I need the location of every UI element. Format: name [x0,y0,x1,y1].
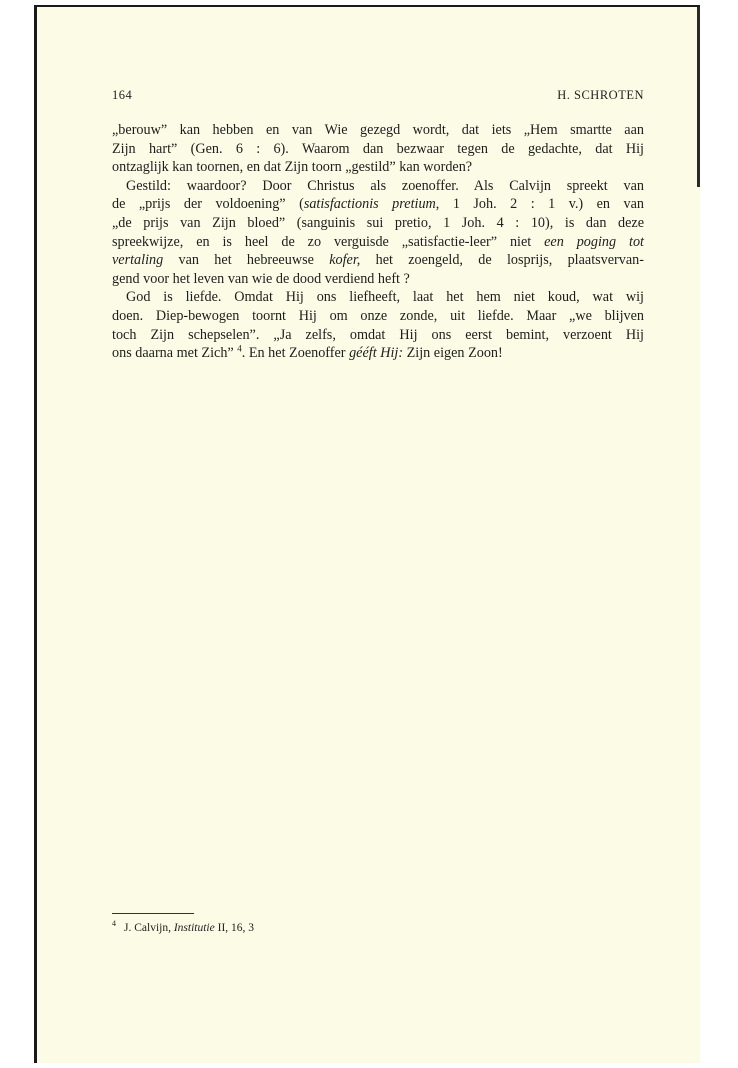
text-line [112,140,644,159]
footnote-title: Institutie [173,921,215,934]
text-segment: „berouw” kan hebben en van Wie gezegd wordt, dat iets „Hem smartte aan [112,122,644,138]
text-segment: „de prijs van Zijn bloed” (sanguinis sui pretio, 1 Joh. 4 : 10), is dan deze [112,214,644,231]
footnote [112,919,254,934]
text-line [112,121,644,140]
page-header [112,88,644,106]
paragraph [112,121,644,177]
footnote-marker: 4 [112,919,116,928]
italic-text: kofer, [329,252,361,269]
text-segment: God is liefde. Omdat Hij ons liefheeft, laat het hem niet koud, wat wij [126,289,644,306]
text-segment: Gestild: waardoor? Door Christus als zoenoffer. Als Calvijn spreekt van [126,177,644,194]
italic-text: satisfactionis pretium [303,196,436,213]
text-line [112,195,644,214]
paragraph [112,177,644,289]
text-segment: Zijn eigen Zoon! [403,345,503,362]
text-segment: de „prijs der voldoening” ( [112,196,304,213]
text-line [112,288,644,307]
body-text [112,121,644,363]
text-segment: ons daarna met Zich” [112,345,238,362]
text-segment: toch Zijn schepselen”. „Ja zelfs, omdat Hij ons eerst bemint, verzoent Hij [112,326,644,343]
text-segment: het zoengeld, de losprijs, plaatsvervan- [360,252,644,269]
italic-text: een poging tot [544,233,644,250]
running-head: H. SCHROTEN [557,88,644,102]
italic-text: gééft Hij: [349,345,404,362]
text-line [112,177,644,196]
page-edge-shadow [697,7,700,187]
text-line [112,326,644,345]
text-segment: ontzaglijk kan toornen, en dat Zijn toorn „gestild” kan worden? [112,159,473,176]
footnote-reference: II, 16, 3 [214,921,255,934]
text-segment: . En het Zoenoffer [241,345,350,362]
text-segment: Zijn hart” (Gen. 6 : 6). Waarom dan bezwaar tegen de gedachte, dat Hij [112,140,644,157]
text-line [112,214,644,233]
text-segment: , 1 Joh. 2 : 1 v.) en van [435,196,644,213]
text-line [112,344,644,363]
text-line [112,233,644,252]
italic-text: vertaling [112,252,164,269]
footnote-author: J. Calvijn, [124,921,174,934]
paragraph [112,288,644,362]
footnote-reference-marker: 4 [237,343,242,354]
text-segment: doen. Diep-bewogen toornt Hij om onze zonde, uit liefde. Maar „we blijven [112,307,644,324]
page-number: 164 [112,88,133,102]
text-line [112,158,644,177]
text-line [112,251,644,270]
text-segment: van het hebreeuwse [163,252,330,269]
text-line [112,307,644,326]
text-line [112,270,644,289]
text-segment: spreekwijze, en is heel de zo verguisde „satisfactie-leer” niet [112,233,545,250]
text-segment: gend voor het leven van wie de dood verdiend heft ? [112,270,410,287]
footnote-rule [112,913,194,914]
